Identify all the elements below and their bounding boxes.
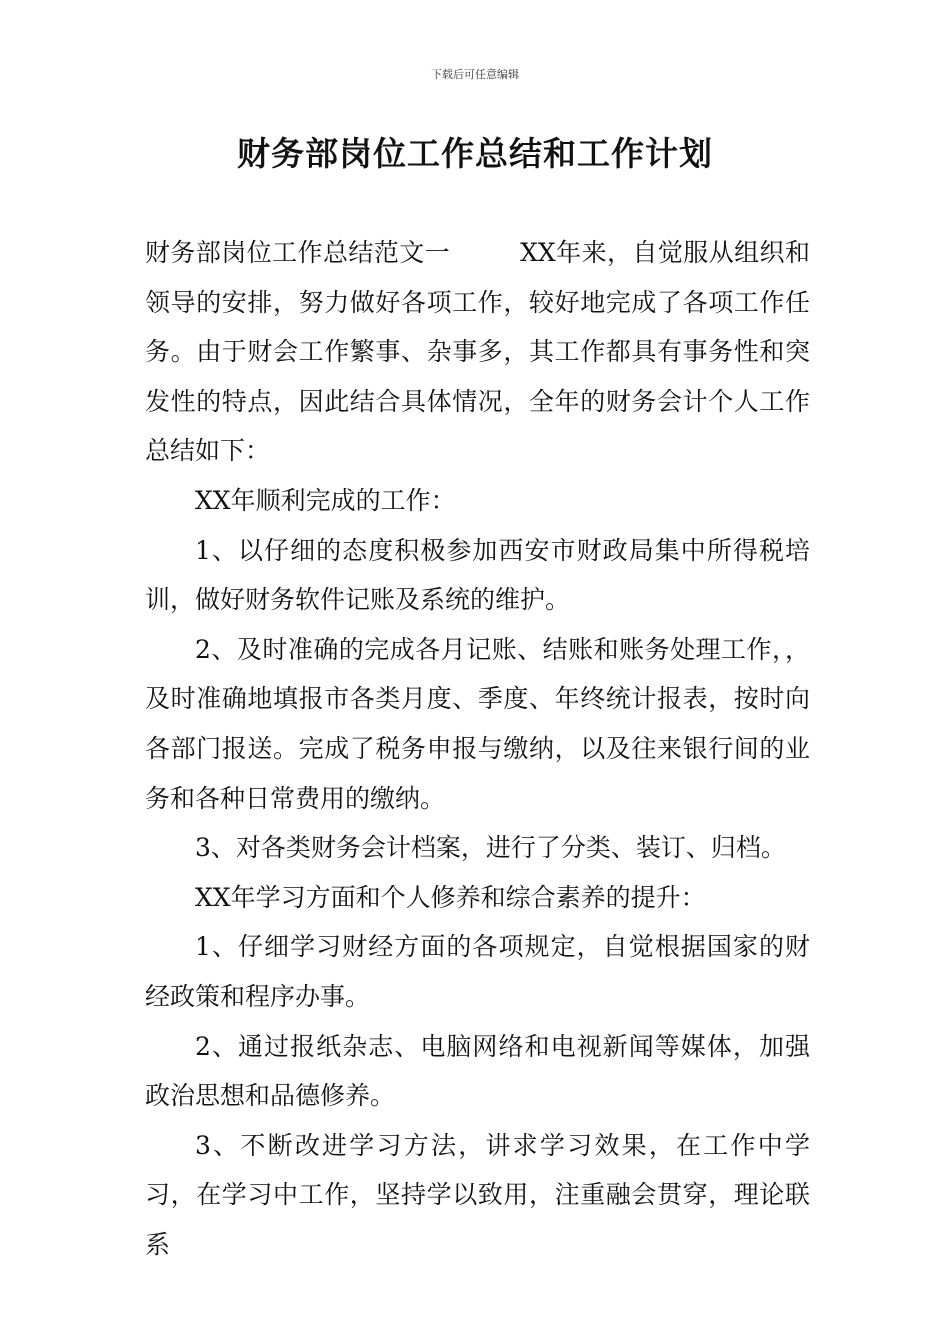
- paragraph-work-item-1: 1、以仔细的态度积极参加西安市财政局集中所得税培训，做好财务软件记账及系统的维护。: [145, 535, 810, 615]
- intro-label: 财务部岗位工作总结范文一: [145, 238, 451, 267]
- paragraph-study-item-2: 2、通过报纸杂志、电脑网络和电视新闻等媒体，加强政治思想和品德修养。: [145, 1031, 810, 1111]
- intro-text: XX年来，自觉服从组织和领导的安排，努力做好各项工作，较好地完成了各项工作任务。由于财会工作繁事、杂事多，其工作都具有事务性和突发性的特点，因此结合具体情况，全年的财务会计个人工作总结如下：: [145, 238, 810, 466]
- paragraph-work-item-3: 3、对各类财务会计档案，进行了分类、装订、归档。: [195, 833, 786, 863]
- document-title: 财务部岗位工作总结和工作计划: [237, 134, 713, 173]
- header-note: 下载后可任意编辑: [431, 68, 519, 81]
- paragraph-completed-work-heading: XX年顺利完成的工作：: [195, 485, 456, 515]
- paragraph-study-item-1: 1、仔细学习财经方面的各项规定，自觉根据国家的财经政策和程序办事。: [145, 932, 810, 1011]
- paragraph-study-heading: XX年学习方面和个人修养和综合素养的提升：: [195, 882, 706, 912]
- intro-paragraph: [145, 228, 810, 476]
- document-body: [145, 228, 810, 1269]
- paragraph-study-item-3: 3、不断改进学习方法，讲求学习效果，在工作中学习，在学习中工作，坚持学以致用，注重融会贯穿，理论联系: [145, 1130, 810, 1259]
- paragraph-work-item-2: 2、及时准确的完成各月记账、结账和账务处理工作，，及时准确地填报市各类月度、季度、年终统计报表，按时向各部门报送。完成了税务申报与缴纳，以及往来银行间的业务和各种日常费用的缴纳。: [145, 634, 810, 813]
